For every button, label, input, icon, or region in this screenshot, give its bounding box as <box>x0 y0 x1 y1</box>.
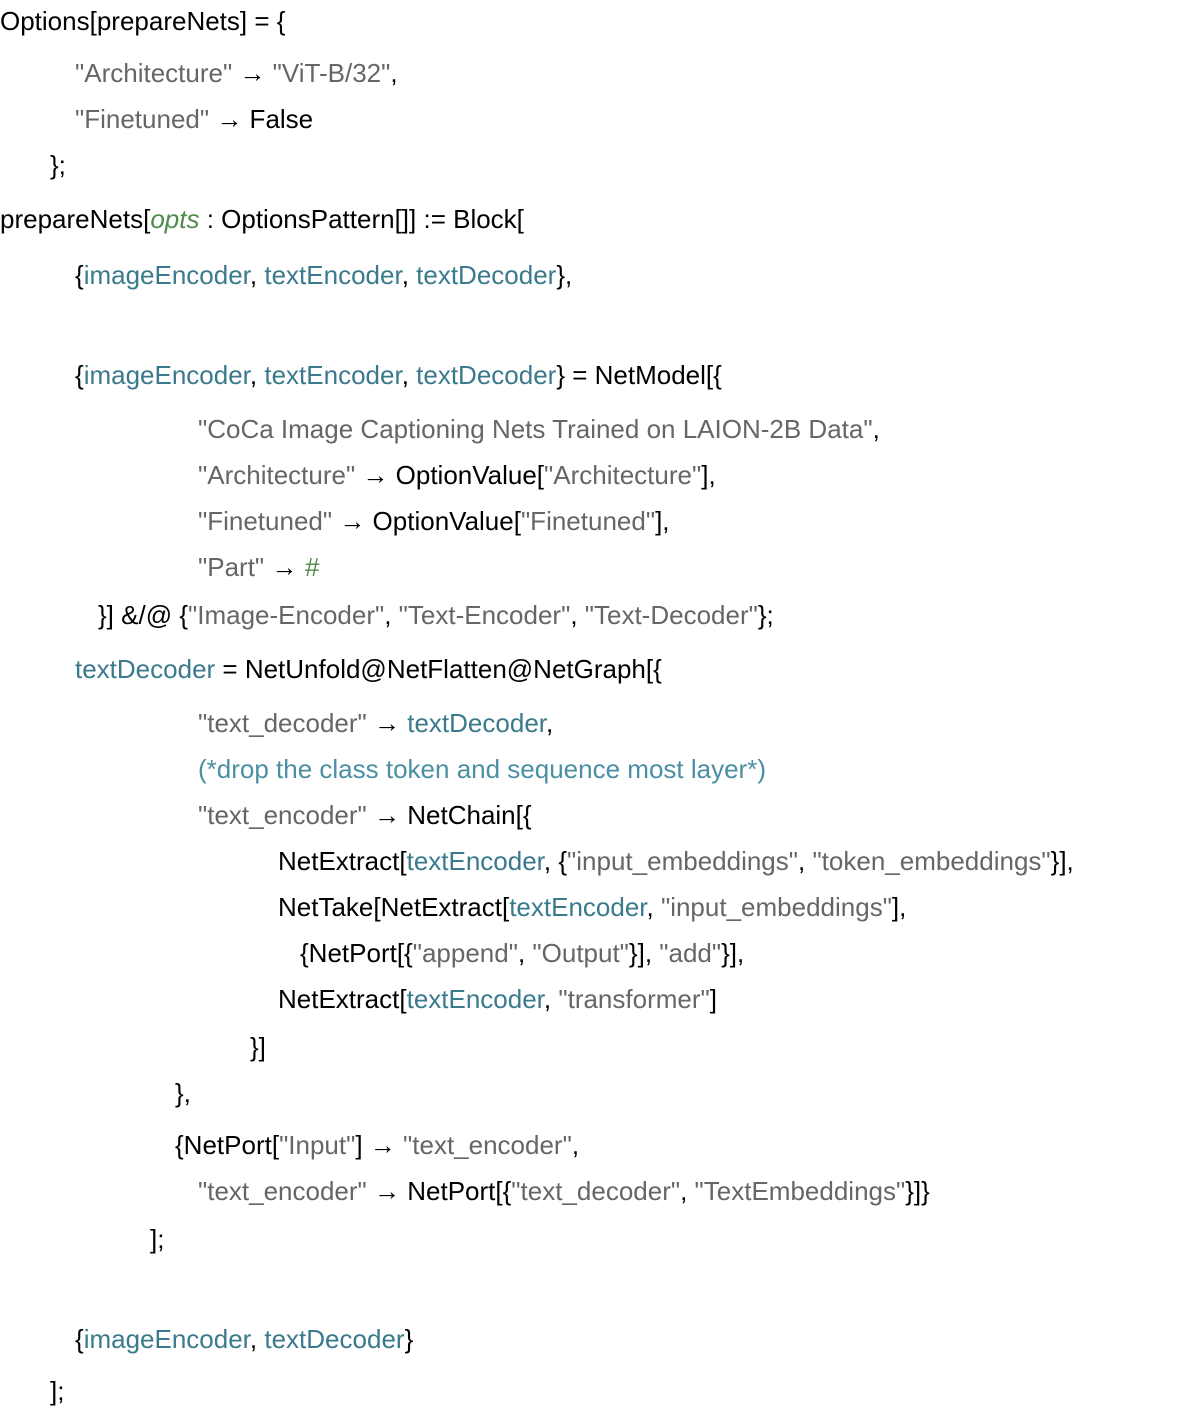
code-token-var: textDecoder <box>416 360 557 390</box>
code-token-plain: Options[prepareNets] = { <box>0 6 286 36</box>
code-token-comment: (*drop the class token and sequence most layer*) <box>198 754 766 784</box>
code-token-plain: prepareNets[ <box>0 204 151 234</box>
code-token-plain: }, <box>175 1078 191 1108</box>
code-token-plain: NetExtract[ <box>278 984 407 1014</box>
code-token-string: "text_encoder" <box>403 1130 572 1160</box>
code-token-plain: , <box>401 260 417 290</box>
code-line <box>198 1174 930 1208</box>
code-line <box>198 458 716 492</box>
code-token-plain: → NetPort[{ <box>366 1176 512 1206</box>
code-token-plain: → OptionValue[ <box>355 460 545 490</box>
code-token-plain: , <box>571 1130 580 1160</box>
code-token-plain: , <box>384 600 399 630</box>
code-token-plain: ]; <box>150 1224 165 1254</box>
code-line <box>75 652 662 686</box>
code-token-plain: } <box>404 1324 414 1354</box>
code-token-plain: , <box>646 892 661 922</box>
code-token-slot: # <box>304 552 320 582</box>
code-token-string: "TextEmbeddings" <box>694 1176 906 1206</box>
code-token-string: "Finetuned" <box>520 506 656 536</box>
code-line <box>75 56 398 90</box>
code-token-var: textEncoder <box>406 846 544 876</box>
code-token-plain: → <box>232 58 273 88</box>
code-line <box>278 890 906 924</box>
code-line <box>50 1374 64 1408</box>
code-token-string: "Finetuned" <box>198 506 333 536</box>
code-token-var: textDecoder <box>416 260 557 290</box>
code-token-plain: { <box>75 260 84 290</box>
code-token-plain: ], <box>891 892 907 922</box>
code-token-plain: }] &/@ { <box>98 600 188 630</box>
code-token-string: "Image-Encoder" <box>188 600 385 630</box>
code-token-plain: → NetChain[{ <box>366 800 532 830</box>
code-token-string: "text_decoder" <box>198 708 367 738</box>
code-token-plain: ], <box>701 460 716 490</box>
code-token-plain: {NetPort[ <box>175 1130 280 1160</box>
code-token-plain: , <box>570 600 585 630</box>
code-token-var: imageEncoder <box>83 360 250 390</box>
code-token-plain: , <box>546 708 554 738</box>
code-token-string: "Part" <box>198 552 265 582</box>
code-line <box>75 258 572 292</box>
code-token-plain: } = NetModel[{ <box>556 360 722 390</box>
code-token-string: "Architecture" <box>544 460 702 490</box>
code-token-plain: }, <box>556 260 573 290</box>
code-token-string: "CoCa Image Captioning Nets Trained on LAION-2B Data" <box>198 414 873 444</box>
code-token-string: "Architecture" <box>198 460 356 490</box>
code-token-plain: }], <box>628 938 660 968</box>
code-token-plain: , <box>249 260 265 290</box>
code-token-string: "Text-Decoder" <box>584 600 758 630</box>
code-line <box>175 1076 191 1110</box>
code-token-string: "Architecture" <box>75 58 233 88</box>
code-token-plain: , <box>798 846 813 876</box>
code-token-string: "Text-Encoder" <box>398 600 571 630</box>
code-token-var: textEncoder <box>264 360 402 390</box>
code-token-var: textEncoder <box>264 260 402 290</box>
code-line <box>278 844 1074 878</box>
code-token-string: "Input" <box>279 1130 356 1160</box>
code-token-var: textDecoder <box>75 654 216 684</box>
code-line <box>175 1128 579 1162</box>
code-token-plain: ], <box>655 506 670 536</box>
code-line <box>198 752 766 786</box>
code-token-plain: → False <box>209 104 314 134</box>
code-token-string: "input_embeddings" <box>660 892 892 922</box>
code-line <box>250 1030 266 1064</box>
code-token-var: textEncoder <box>406 984 544 1014</box>
code-token-string: "text_encoder" <box>198 1176 367 1206</box>
code-token-string: "ViT-B/32" <box>272 58 391 88</box>
code-token-plain: = NetUnfold@NetFlatten@NetGraph[{ <box>215 654 662 684</box>
code-token-plain: { <box>75 360 84 390</box>
code-token-var: imageEncoder <box>83 260 250 290</box>
code-token-plain: , <box>401 360 417 390</box>
code-token-param: opts <box>150 204 200 234</box>
code-token-string: "text_encoder" <box>198 800 367 830</box>
code-token-plain: → <box>366 708 408 738</box>
code-token-plain: , <box>680 1176 695 1206</box>
code-token-plain: : OptionsPattern[]] := Block[ <box>199 204 524 234</box>
code-token-plain: , <box>872 414 880 444</box>
code-line <box>50 148 66 182</box>
code-token-plain: { <box>75 1324 84 1354</box>
code-token-plain: , <box>249 360 265 390</box>
code-token-string: "transformer" <box>558 984 710 1014</box>
code-token-plain: , <box>543 984 559 1014</box>
code-line <box>198 550 319 584</box>
code-token-plain: , <box>390 58 398 88</box>
code-token-string: "token_embeddings" <box>812 846 1051 876</box>
code-token-var: imageEncoder <box>83 1324 250 1354</box>
code-token-plain: NetExtract[ <box>278 846 407 876</box>
code-token-plain: }], <box>721 938 745 968</box>
code-token-string: "input_embeddings" <box>567 846 798 876</box>
code-line <box>0 202 524 236</box>
code-token-plain: {NetPort[{ <box>300 938 413 968</box>
code-token-plain: }; <box>50 150 66 180</box>
code-token-plain: ] <box>709 984 717 1014</box>
code-line <box>198 412 880 446</box>
code-token-var: textDecoder <box>264 1324 405 1354</box>
code-line <box>150 1222 164 1256</box>
code-token-string: "Output" <box>532 938 629 968</box>
code-line <box>300 936 744 970</box>
code-token-plain: , <box>249 1324 265 1354</box>
code-token-string: "append" <box>412 938 518 968</box>
code-token-var: textEncoder <box>509 892 647 922</box>
code-line <box>0 4 285 38</box>
code-token-plain: , <box>517 938 533 968</box>
code-token-var: textDecoder <box>407 708 546 738</box>
code-line <box>98 598 774 632</box>
code-line <box>198 504 670 538</box>
code-line <box>198 706 553 740</box>
code-line <box>278 982 717 1016</box>
code-token-plain: }]} <box>905 1176 930 1206</box>
code-token-plain: ] → <box>355 1130 404 1160</box>
code-token-plain: }; <box>757 600 774 630</box>
code-line <box>75 102 313 136</box>
code-line <box>198 798 532 832</box>
code-token-plain: ]; <box>50 1376 65 1406</box>
code-token-plain: }] <box>250 1032 266 1062</box>
code-token-plain: }], <box>1050 846 1074 876</box>
code-token-plain: NetTake[NetExtract[ <box>278 892 510 922</box>
code-token-plain: → <box>264 552 305 582</box>
code-token-plain: , { <box>543 846 568 876</box>
code-token-string: "add" <box>659 938 722 968</box>
code-line <box>75 1322 413 1356</box>
code-token-string: "Finetuned" <box>75 104 210 134</box>
code-line <box>75 358 722 392</box>
code-token-plain: → OptionValue[ <box>332 506 521 536</box>
code-token-string: "text_decoder" <box>511 1176 681 1206</box>
